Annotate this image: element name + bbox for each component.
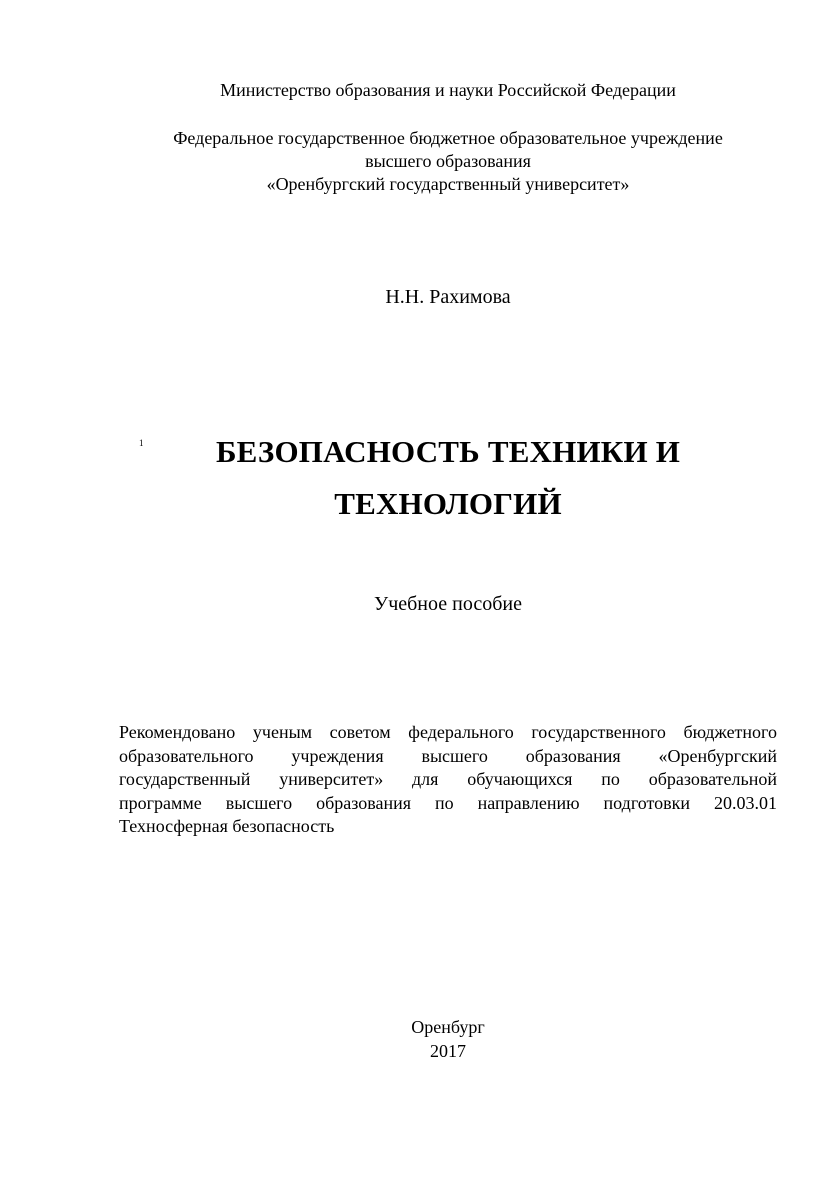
book-subtitle: Учебное пособие [374, 593, 522, 615]
footnote-marker: 1 [139, 438, 144, 448]
author-name: Н.Н. Рахимова [385, 286, 511, 308]
recommendation-line-2: образовательного учреждения высшего образования «Оренбургский [119, 745, 777, 766]
ministry-name: Министерство образования и науки Российской Федерации [220, 80, 676, 100]
recommendation-line-4: программе высшего образования по направлению подготовки 20.03.01 [119, 792, 777, 813]
recommendation-line-5: Техносферная безопасность [119, 816, 335, 836]
book-title-line-1: БЕЗОПАСНОСТЬ ТЕХНИКИ И [215, 434, 681, 469]
institution-line-2: высшего образования [365, 151, 531, 171]
recommendation-line-1: Рекомендовано ученым советом федерального государственного бюджетного [119, 722, 777, 742]
recommendation-line-3: государственный университет» для обучающихся по образовательной [119, 769, 777, 789]
book-title-line-2: ТЕХНОЛОГИЙ [334, 486, 562, 521]
institution-line-3: «Оренбургский государственный университет» [266, 174, 630, 194]
publication-year: 2017 [430, 1041, 466, 1061]
recommendation-paragraph [119, 721, 777, 839]
institution-line-1: Федеральное государственное бюджетное образовательное учреждение [173, 128, 723, 148]
publication-city: Оренбург [411, 1017, 485, 1037]
